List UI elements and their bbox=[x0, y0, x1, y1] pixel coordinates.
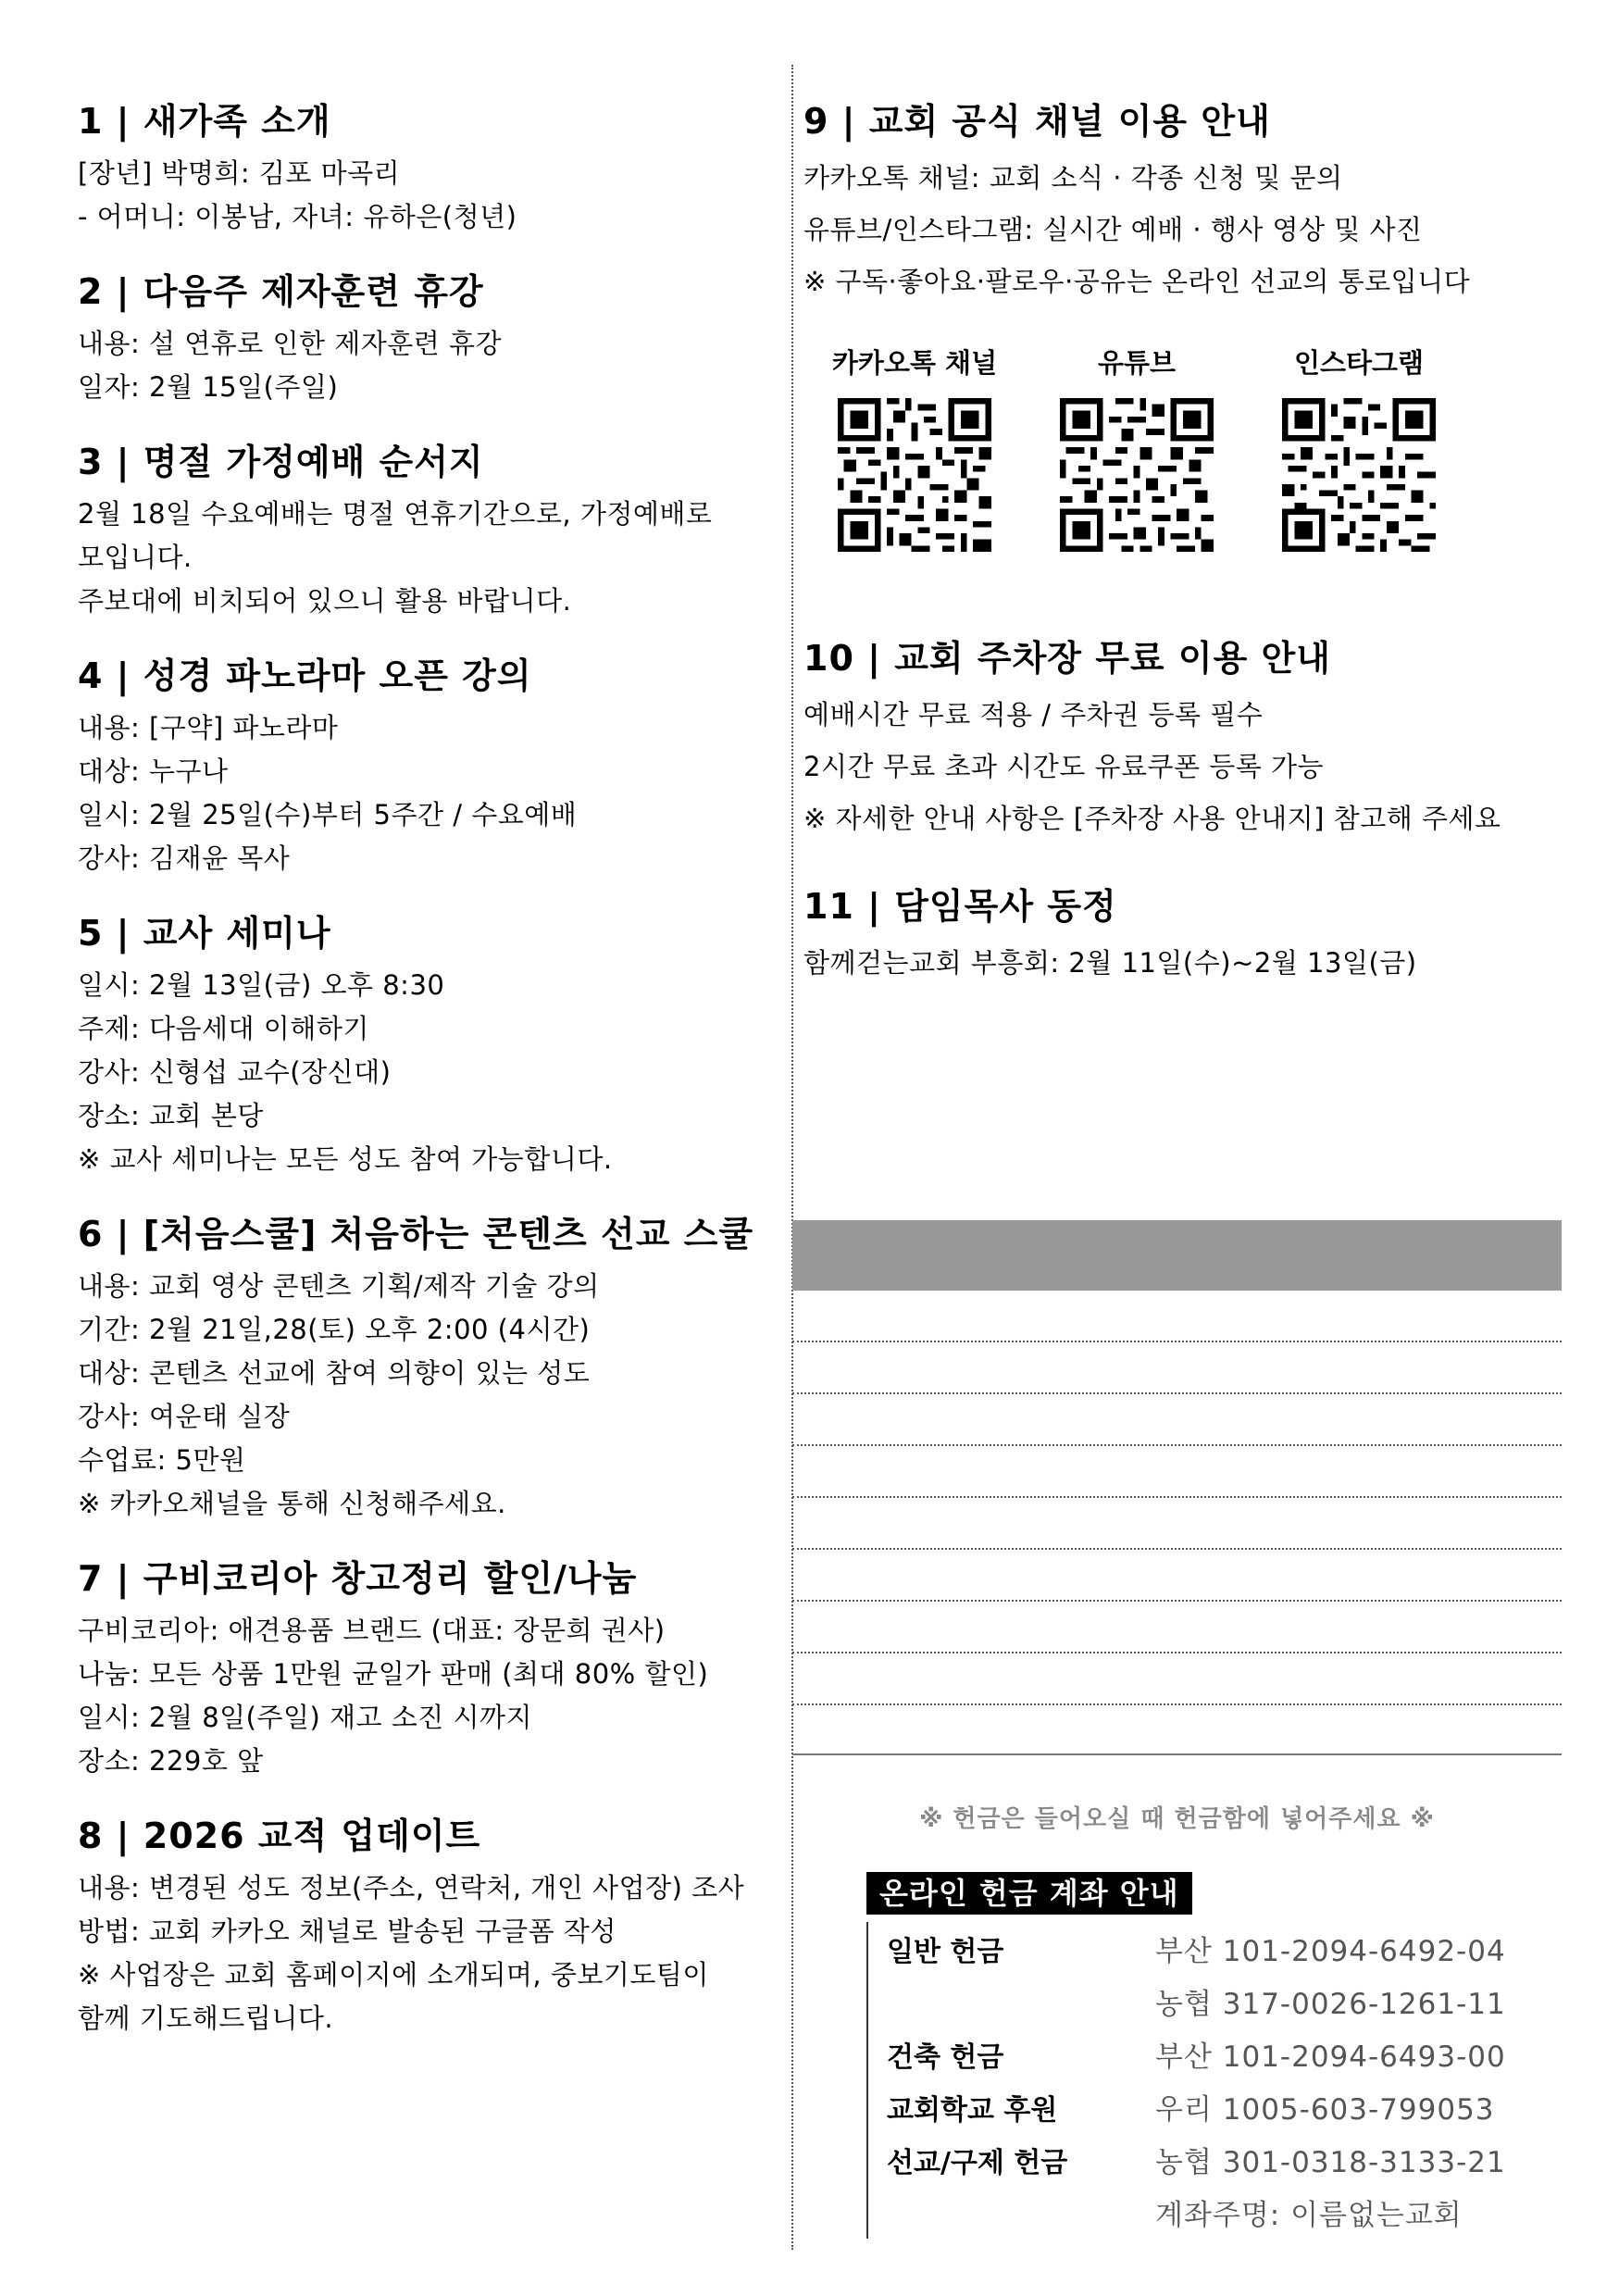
text-line: 2시간 무료 초과 시간도 유료쿠폰 등록 가능 bbox=[803, 751, 1324, 782]
qr-label: 인스타그램 bbox=[1293, 347, 1425, 379]
memo-line bbox=[792, 1602, 1562, 1653]
section-title: 3 | 명절 가정예배 순서지 bbox=[78, 442, 484, 482]
text-line: ※ 사업장은 교회 홈페이지에 소개되며, 중보기도팀이 bbox=[78, 1959, 709, 1990]
memo-line bbox=[792, 1498, 1562, 1550]
text-line: 내용: 설 연휴로 인한 제자훈련 휴강 bbox=[78, 328, 503, 359]
section-pastor-news bbox=[803, 885, 1572, 989]
right-column bbox=[803, 100, 1572, 1020]
account-row bbox=[887, 2186, 1551, 2239]
section-membership-update bbox=[78, 1815, 791, 2040]
section-goobi-sale bbox=[78, 1557, 791, 1783]
account-holder: 계좌주명: 이름없는교회 bbox=[1155, 2199, 1463, 2232]
text-line: 카카오톡 채널: 교회 소식 · 각종 신청 및 문의 bbox=[803, 162, 1343, 193]
account-row bbox=[887, 2133, 1551, 2186]
offering-note: ※ 헌금은 들어오실 때 헌금함에 넣어주세요 ※ bbox=[919, 1805, 1435, 1833]
memo-divider bbox=[792, 1753, 1562, 1755]
text-line: 기간: 2월 21일,28(토) 오후 2:00 (4시간) bbox=[78, 1314, 591, 1345]
text-line: 장소: 229호 앞 bbox=[78, 1745, 264, 1777]
memo-line bbox=[792, 1550, 1562, 1602]
text-line: 내용: [구약] 파노라마 bbox=[78, 712, 339, 743]
text-line: 주제: 다음세대 이해하기 bbox=[78, 1013, 369, 1044]
text-line: 모입니다. bbox=[78, 542, 193, 573]
qr-kakao[interactable] bbox=[803, 344, 1026, 552]
text-line: 2월 18일 수요예배는 명절 연휴기간으로, 가정예배로 bbox=[78, 498, 713, 530]
section-title: 7 | 구비코리아 창고정리 할인/나눔 bbox=[78, 1558, 638, 1599]
text-line: 장소: 교회 본당 bbox=[78, 1100, 264, 1131]
account-number: 농협 317-0026-1261-11 bbox=[1155, 1988, 1506, 2021]
text-line: 일시: 2월 8일(주일) 재고 소진 시까지 bbox=[78, 1702, 533, 1733]
accounts-table bbox=[866, 1922, 1551, 2239]
section-title: 6 | [처음스쿨] 처음하는 콘텐츠 선교 스쿨 bbox=[78, 1214, 754, 1254]
section-content-school bbox=[78, 1213, 791, 1526]
text-line: 예배시간 무료 적용 / 주차권 등록 필수 bbox=[803, 699, 1264, 730]
qr-youtube[interactable] bbox=[1026, 344, 1248, 552]
text-line: ※ 구독·좋아요·팔로우·공유는 온라인 선교의 통로입니다 bbox=[803, 266, 1471, 297]
section-family-worship bbox=[78, 441, 791, 623]
text-line: ※ 교사 세미나는 모든 성도 참여 가능합니다. bbox=[78, 1143, 613, 1175]
account-row bbox=[887, 2080, 1551, 2133]
text-line: 방법: 교회 카카오 채널로 발송된 구글폼 작성 bbox=[78, 1915, 616, 1947]
text-line: 대상: 콘텐츠 선교에 참여 의향이 있는 성도 bbox=[78, 1357, 591, 1389]
memo-header-bar bbox=[792, 1220, 1562, 1291]
section-title: 2 | 다음주 제자훈련 휴강 bbox=[78, 271, 484, 312]
text-line: 대상: 누구나 bbox=[78, 755, 229, 787]
text-line: 강사: 신형섭 교수(장신대) bbox=[78, 1056, 392, 1088]
qr-code-icon[interactable] bbox=[1282, 398, 1436, 552]
online-offering-accounts bbox=[866, 1872, 1551, 2239]
section-new-family bbox=[78, 100, 791, 239]
account-label: 교회학교 후원 bbox=[887, 2093, 1058, 2127]
section-title: 9 | 교회 공식 채널 이용 안내 bbox=[803, 101, 1271, 142]
left-column bbox=[78, 100, 791, 2072]
text-line: 일시: 2월 25일(수)부터 5주간 / 수요예배 bbox=[78, 799, 578, 830]
text-line: 나눔: 모든 상품 1만원 균일가 판매 (최대 80% 할인) bbox=[78, 1658, 709, 1690]
account-number: 부산 101-2094-6492-04 bbox=[1155, 1935, 1506, 1968]
qr-code-icon[interactable] bbox=[1060, 398, 1214, 552]
section-teacher-seminar bbox=[78, 912, 791, 1181]
memo-line bbox=[792, 1342, 1562, 1394]
column-divider bbox=[791, 65, 793, 2250]
account-label: 일반 헌금 bbox=[887, 1935, 1004, 1968]
section-official-channels bbox=[803, 100, 1572, 552]
account-label: 선교/구제 헌금 bbox=[887, 2146, 1068, 2179]
text-line: 강사: 김재윤 목사 bbox=[78, 842, 291, 874]
text-line: 주보대에 비치되어 있으니 활용 바랍니다. bbox=[78, 585, 572, 617]
section-title: 5 | 교사 세미나 bbox=[78, 913, 331, 954]
memo-area bbox=[792, 1220, 1562, 1755]
text-line: 내용: 변경된 성도 정보(주소, 연락처, 개인 사업장) 조사 bbox=[78, 1872, 745, 1903]
qr-label: 유튜브 bbox=[1097, 347, 1177, 379]
section-title: 8 | 2026 교적 업데이트 bbox=[78, 1816, 481, 1856]
memo-line bbox=[792, 1446, 1562, 1498]
memo-line bbox=[792, 1291, 1562, 1342]
text-line: 내용: 교회 영상 콘텐츠 기획/제작 기술 강의 bbox=[78, 1270, 600, 1302]
qr-instagram[interactable] bbox=[1248, 344, 1470, 552]
section-title: 11 | 담임목사 동정 bbox=[803, 886, 1117, 927]
section-title: 4 | 성경 파노라마 오픈 강의 bbox=[78, 655, 532, 696]
text-line: [장년] 박명희: 김포 마곡리 bbox=[78, 157, 401, 189]
text-line: 구비코리아: 애견용품 브랜드 (대표: 장문희 권사) bbox=[78, 1615, 666, 1646]
qr-label: 카카오톡 채널 bbox=[831, 347, 998, 379]
account-row bbox=[887, 1975, 1551, 2028]
text-line: - 어머니: 이봉남, 자녀: 유하은(청년) bbox=[78, 201, 517, 232]
qr-code-row bbox=[803, 344, 1470, 552]
section-parking bbox=[803, 637, 1572, 844]
text-line: 일시: 2월 13일(금) 오후 8:30 bbox=[78, 969, 445, 1001]
text-line: 함께걷는교회 부흥회: 2월 11일(수)~2월 13일(금) bbox=[803, 947, 1417, 979]
account-number: 농협 301-0318-3133-21 bbox=[1155, 2146, 1506, 2179]
qr-code-icon[interactable] bbox=[838, 398, 991, 552]
memo-line bbox=[792, 1394, 1562, 1446]
text-line: 수업료: 5만원 bbox=[78, 1444, 246, 1476]
accounts-title: 온라인 헌금 계좌 안내 bbox=[866, 1872, 1192, 1915]
text-line: 함께 기도해드립니다. bbox=[78, 2003, 334, 2034]
section-title: 10 | 교회 주차장 무료 이용 안내 bbox=[803, 638, 1331, 679]
account-label: 건축 헌금 bbox=[887, 2040, 1004, 2074]
account-row bbox=[887, 1922, 1551, 1975]
text-line: 일자: 2월 15일(주일) bbox=[78, 371, 339, 403]
section-title: 1 | 새가족 소개 bbox=[78, 101, 331, 142]
text-line: ※ 카카오채널을 통해 신청해주세요. bbox=[78, 1488, 506, 1519]
section-bible-panorama bbox=[78, 655, 791, 880]
memo-line bbox=[792, 1653, 1562, 1705]
text-line: 유튜브/인스타그램: 실시간 예배 · 행사 영상 및 사진 bbox=[803, 214, 1423, 245]
account-row bbox=[887, 2028, 1551, 2080]
account-number: 우리 1005-603-799053 bbox=[1155, 2093, 1495, 2127]
section-discipleship-break bbox=[78, 270, 791, 409]
text-line: 강사: 여운태 실장 bbox=[78, 1401, 291, 1432]
account-number: 부산 101-2094-6493-00 bbox=[1155, 2040, 1506, 2074]
text-line: ※ 자세한 안내 사항은 [주차장 사용 안내지] 참고해 주세요 bbox=[803, 803, 1501, 834]
